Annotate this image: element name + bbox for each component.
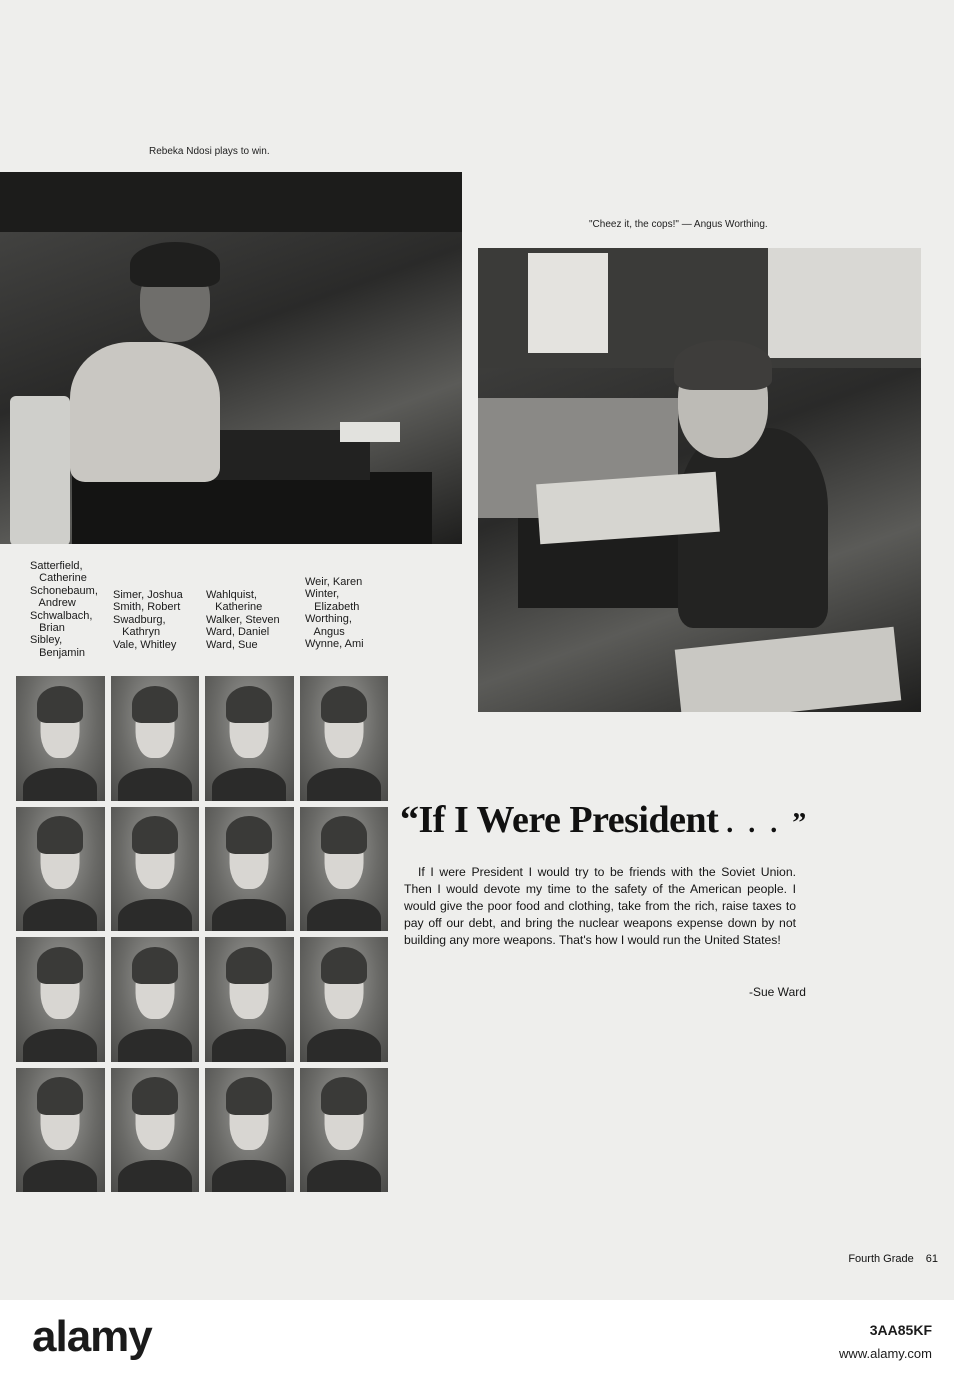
student-portrait — [300, 676, 389, 801]
portrait-shoulders — [212, 1029, 286, 1061]
portrait-shoulders — [212, 768, 286, 800]
portrait-shoulders — [118, 899, 192, 931]
left-photo-girl-playing-game — [0, 172, 462, 544]
student-portrait — [111, 676, 200, 801]
student-name: Katherine — [206, 601, 263, 614]
student-name: Kathryn — [113, 626, 161, 639]
name-column-4 — [305, 576, 364, 650]
portrait-hair — [37, 947, 83, 984]
portrait-shoulders — [307, 1029, 381, 1061]
student-name: Brian — [30, 622, 65, 635]
left-photo-caption: Rebeka Ndosi plays to win. — [149, 146, 270, 157]
student-portrait — [111, 807, 200, 932]
watermark-image-id: 3AA85KF — [869, 1322, 932, 1338]
student-name: Winter, — [305, 588, 340, 601]
student-portrait — [111, 1068, 200, 1193]
page-footer — [848, 1253, 938, 1265]
student-name: Swadburg, — [113, 613, 166, 626]
watermark-url: www.alamy.com — [839, 1346, 932, 1361]
portrait-hair — [37, 816, 83, 853]
portrait-hair — [37, 686, 83, 723]
portrait-shoulders — [23, 1029, 97, 1061]
portrait-shoulders — [307, 768, 381, 800]
student-name: Andrew — [30, 597, 76, 610]
essay-title-ellipsis: . . . ” — [726, 808, 811, 839]
student-portrait — [300, 1068, 389, 1193]
name-column-2 — [113, 589, 183, 651]
student-name: Elizabeth — [305, 600, 360, 613]
portrait-shoulders — [212, 899, 286, 931]
portrait-shoulders — [212, 1160, 286, 1192]
portrait-shoulders — [118, 768, 192, 800]
student-name: Simer, Joshua — [113, 589, 183, 601]
watermark-logo: alamy — [32, 1312, 152, 1361]
essay-author: -Sue Ward — [749, 985, 806, 999]
portrait-hair — [321, 816, 367, 853]
portrait-hair — [132, 1077, 178, 1114]
student-portrait — [16, 676, 105, 801]
student-portrait — [205, 807, 294, 932]
student-portrait — [111, 937, 200, 1062]
student-portrait — [300, 807, 389, 932]
student-name: Catherine — [30, 572, 87, 585]
portrait-hair — [321, 947, 367, 984]
portrait-hair — [132, 947, 178, 984]
portrait-hair — [132, 686, 178, 723]
portrait-hair — [226, 947, 272, 984]
portrait-hair — [321, 686, 367, 723]
student-portrait — [16, 937, 105, 1062]
student-name: Weir, Karen — [305, 576, 363, 588]
student-portrait — [16, 1068, 105, 1193]
essay-body: If I were President I would try to be friends with the Soviet Union. Then I would devote my time to the safety of the American people. I would give the poor food and clothing, take from the rich, raise taxes to pay off our debt, and bring the nuclear weapons expense down by not building any more weapons. That's how I would run the United States! — [404, 865, 796, 947]
portrait-shoulders — [307, 899, 381, 931]
student-portrait — [205, 1068, 294, 1193]
page-number: 61 — [925, 1253, 938, 1265]
student-name: Worthing, — [305, 613, 352, 626]
student-name: Ward, Daniel — [206, 626, 270, 639]
portrait-shoulders — [118, 1029, 192, 1061]
student-name: Schwalbach, — [30, 609, 93, 622]
student-portrait — [16, 807, 105, 932]
student-name: Angus — [305, 625, 345, 638]
student-name: Schonebaum, — [30, 584, 98, 597]
portrait-hair — [226, 1077, 272, 1114]
student-name: Wynne, Ami — [305, 638, 364, 651]
student-name: Vale, Whitley — [113, 638, 177, 651]
student-name: Satterfield, — [30, 560, 83, 572]
portrait-shoulders — [23, 1160, 97, 1192]
portrait-shoulders — [23, 899, 97, 931]
student-portrait — [205, 676, 294, 801]
student-name: Sibley, — [30, 634, 63, 647]
student-portrait — [205, 937, 294, 1062]
portrait-hair — [37, 1077, 83, 1114]
student-portrait-grid — [16, 676, 388, 1192]
portrait-shoulders — [118, 1160, 192, 1192]
essay-title-text: “If I Were President — [400, 799, 719, 841]
portrait-shoulders — [307, 1160, 381, 1192]
student-name: Ward, Sue — [206, 638, 258, 651]
essay-title — [400, 798, 810, 842]
name-column-3 — [206, 589, 280, 651]
name-column-1 — [30, 560, 98, 659]
portrait-hair — [226, 686, 272, 723]
student-name: Wahlquist, — [206, 589, 257, 601]
portrait-hair — [321, 1077, 367, 1114]
student-portrait — [300, 937, 389, 1062]
portrait-hair — [226, 816, 272, 853]
student-name: Walker, Steven — [206, 613, 280, 626]
section-label: Fourth Grade — [848, 1253, 914, 1265]
portrait-shoulders — [23, 768, 97, 800]
portrait-hair — [132, 816, 178, 853]
right-photo-caption: "Cheez it, the cops!" — Angus Worthing. — [589, 219, 768, 230]
student-name: Benjamin — [30, 646, 86, 659]
student-name: Smith, Robert — [113, 601, 181, 614]
right-photo-boy-at-desk — [478, 248, 921, 712]
